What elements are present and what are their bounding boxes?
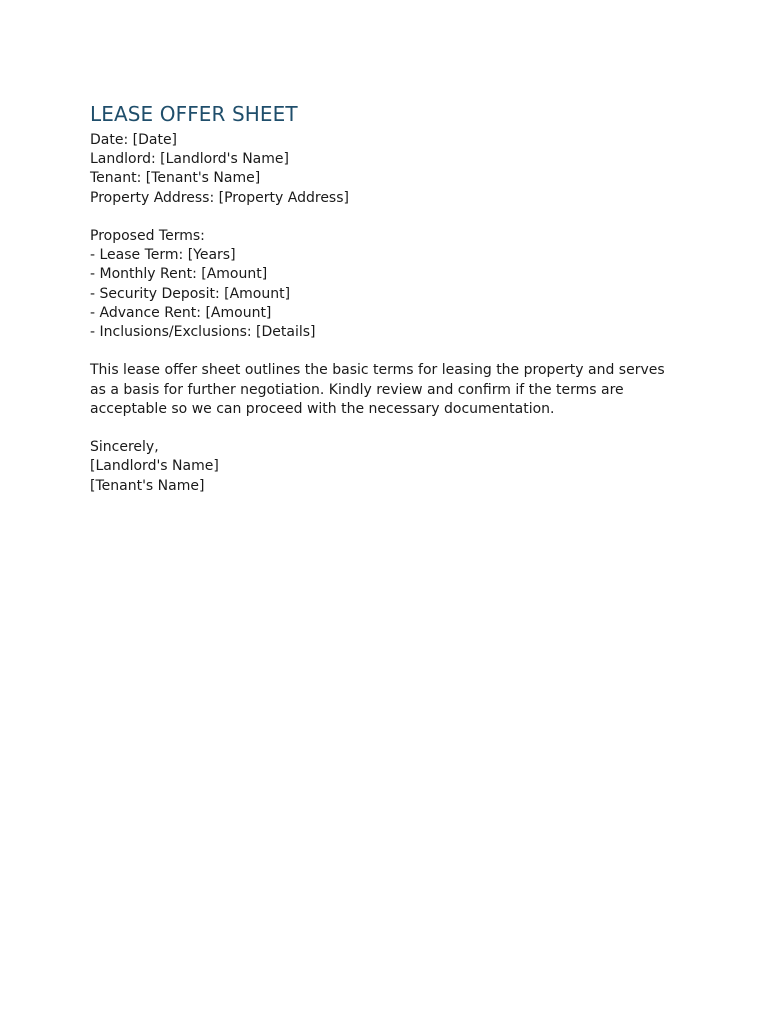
header-info	[90, 131, 680, 208]
proposed-terms	[90, 227, 680, 342]
body-paragraph	[90, 361, 680, 419]
document-content	[90, 101, 680, 496]
spacer	[90, 208, 680, 227]
terms-heading: Proposed Terms:	[90, 228, 205, 244]
term-item-inclusions: - Inclusions/Exclusions: [Details]	[90, 324, 316, 341]
body-line: This lease offer sheet outlines the basic terms for leasing the property and serves	[90, 362, 665, 379]
term-item-security-deposit: - Security Deposit: [Amount]	[90, 285, 291, 302]
landlord-line: Landlord: [Landlord's Name]	[90, 151, 289, 168]
tenant-signature: [Tenant's Name]	[90, 477, 205, 494]
closing-line: Sincerely,	[90, 439, 159, 456]
landlord-signature: [Landlord's Name]	[90, 458, 219, 475]
body-line: as a basis for further negotiation. Kindly review and confirm if the terms are	[90, 381, 624, 398]
signature-block	[90, 438, 680, 496]
term-item-advance-rent: - Advance Rent: [Amount]	[90, 304, 272, 321]
spacer	[90, 342, 680, 361]
body-line: acceptable so we can proceed with the necessary documentation.	[90, 400, 555, 417]
property-address-line: Property Address: [Property Address]	[90, 189, 349, 206]
spacer	[90, 419, 680, 438]
term-item-lease-term: - Lease Term: [Years]	[90, 247, 236, 264]
term-item-monthly-rent: - Monthly Rent: [Amount]	[90, 266, 268, 283]
document-title: LEASE OFFER SHEET	[90, 102, 298, 126]
date-line: Date: [Date]	[90, 132, 178, 148]
tenant-line: Tenant: [Tenant's Name]	[90, 170, 261, 187]
